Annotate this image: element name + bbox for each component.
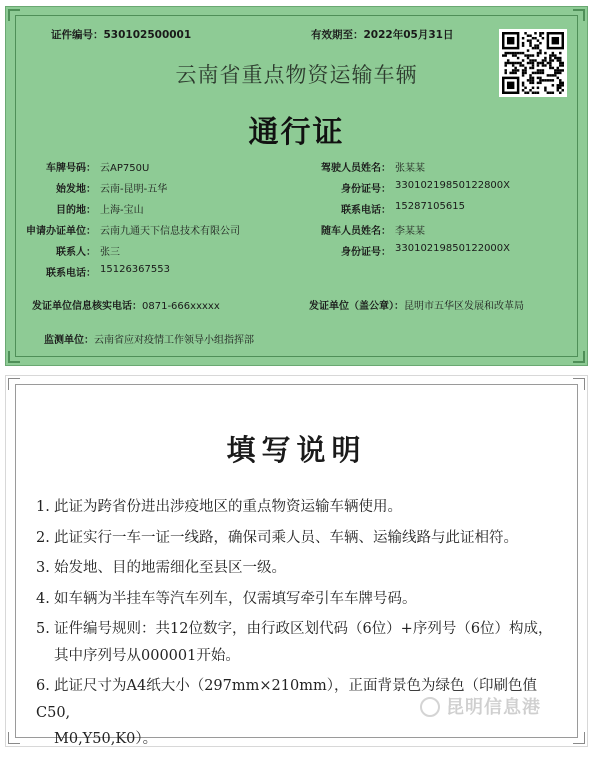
cert-number-value: 530102500001 [103,29,192,41]
corner-ornament [8,732,20,744]
corner-ornament [8,351,20,363]
list-item: 1. 此证为跨省份进出涉疫地区的重点物资运输车辆使用。 [36,499,402,515]
permit-title: 云南省重点物资运输车辆 [175,63,418,87]
monitor-unit-value: 云南省应对疫情工作领导小组指挥部 [94,335,254,346]
cert-number-label: 证件编号： [51,29,104,41]
watermark-logo-icon [420,697,440,717]
corner-ornament [8,378,20,390]
list-item: 5. 证件编号规则：共12位数字，由行政区划代码（6位）+序列号（6位）构成， 其中序列号从000001开始。 [36,621,553,664]
corner-ornament [573,378,585,390]
verify-phone [32,297,220,312]
issuer-value: 昆明市五华区发展和改革局 [404,301,524,312]
instructions-card [5,375,588,747]
list-item: 3. 始发地、目的地需细化至县区一级。 [36,560,286,576]
list-item: 6. 此证尺寸为A4纸大小（297mm×210mm），正面背景色为绿色（印刷色值C50, M0,Y50,K0）。 [36,678,537,747]
list-item: 2. 此证实行一车一证一线路，确保司乘人员、车辆、运输线路与此证相符。 [36,529,518,546]
monitor-unit-label: 监测单位： [44,335,94,346]
watermark-text: 昆明信息港 [446,697,541,718]
permit-card: 证件编号：530102500001 有效期至：2022年05月31日 云南省重点物资运输车辆 通行证 车牌号码： 云AP750U 始发地： 云南-昆明-五华 目的地： 上海-宝山 申请办证单位： 云南九通天下信息技术有限公司 联系人： 张三 联系电话： 15126367553 驾驶人员姓名： 张某某 身份证号： 33010219850122800X 联系电话： 15287105615 随车人员姓名： 李某某 身份证号： 33010219850122000X 发证单位信息核实电话：0871-666xxxxx 发证单位（盖公章）：昆明市五华区发展和改革局 监测单位：云南省应对疫情工作领导小组指挥部 [5,6,588,366]
monitor-unit [44,331,254,346]
instructions-title: 填写说明 [226,433,367,467]
valid-until-label: 有效期至： [311,29,364,41]
valid-until-value: 2022年05月31日 [363,29,454,41]
permit-heading: 通行证 [248,115,345,150]
corner-ornament [573,732,585,744]
valid-until [311,27,453,42]
issuer-label: 发证单位（盖公章）： [309,301,404,312]
cert-number [51,27,191,42]
corner-ornament [573,9,585,21]
verify-phone-value: 0871-666xxxxx [142,301,220,312]
issuer [309,297,524,312]
corner-ornament [573,351,585,363]
list-item: 4. 如车辆为半挂车等汽车列车，仅需填写牵引车车牌号码。 [36,590,417,607]
verify-phone-label: 发证单位信息核实电话： [32,301,142,312]
corner-ornament [8,9,20,21]
